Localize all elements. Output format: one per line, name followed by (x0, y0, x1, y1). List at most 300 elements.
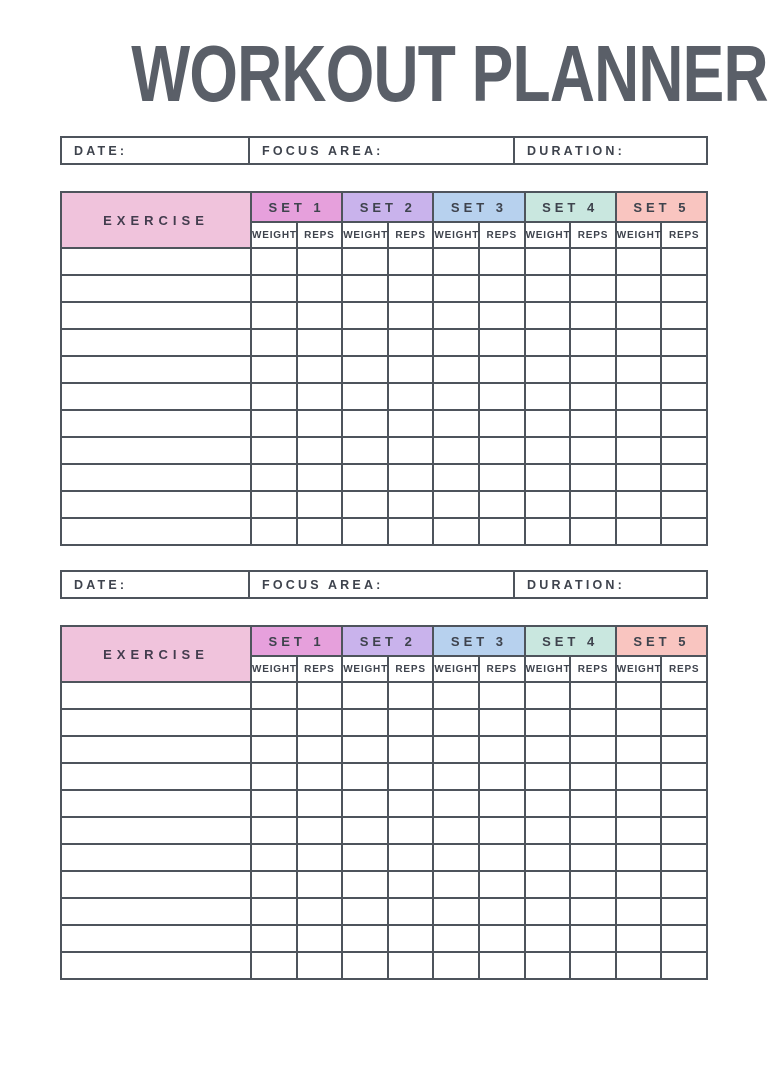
reps-input-cell[interactable] (479, 491, 525, 518)
weight-input-cell[interactable] (525, 844, 571, 871)
workout-planner-page (60, 0, 768, 980)
reps-input-cell[interactable] (388, 437, 434, 464)
reps-input-cell[interactable] (297, 871, 343, 898)
reps-input-cell[interactable] (388, 952, 434, 979)
weight-input-cell[interactable] (433, 709, 479, 736)
weight-header: WEIGHT (251, 656, 297, 682)
reps-input-cell[interactable] (570, 302, 616, 329)
workout-table-1 (60, 191, 708, 546)
table-row (61, 925, 707, 952)
exercise-input-cell[interactable] (61, 464, 251, 491)
reps-input-cell[interactable] (388, 518, 434, 545)
exercise-input-cell[interactable] (61, 844, 251, 871)
table-row (61, 763, 707, 790)
reps-input-cell[interactable] (661, 491, 707, 518)
weight-input-cell[interactable] (342, 682, 388, 709)
reps-input-cell[interactable] (388, 491, 434, 518)
reps-input-cell[interactable] (570, 491, 616, 518)
exercise-input-cell[interactable] (61, 383, 251, 410)
weight-input-cell[interactable] (616, 925, 662, 952)
weight-input-cell[interactable] (342, 464, 388, 491)
table-row (61, 491, 707, 518)
weight-input-cell[interactable] (342, 329, 388, 356)
reps-input-cell[interactable] (570, 709, 616, 736)
weight-input-cell[interactable] (616, 844, 662, 871)
weight-input-cell[interactable] (251, 682, 297, 709)
table-row (61, 248, 707, 275)
weight-input-cell[interactable] (251, 763, 297, 790)
reps-input-cell[interactable] (479, 518, 525, 545)
focus-area-field[interactable] (250, 572, 515, 597)
exercise-input-cell[interactable] (61, 275, 251, 302)
weight-input-cell[interactable] (525, 790, 571, 817)
exercise-input-cell[interactable] (61, 682, 251, 709)
reps-input-cell[interactable] (570, 410, 616, 437)
weight-input-cell[interactable] (616, 275, 662, 302)
weight-input-cell[interactable] (251, 736, 297, 763)
focus-area-label: FOCUS AREA: (262, 577, 384, 592)
weight-input-cell[interactable] (433, 410, 479, 437)
weight-input-cell[interactable] (616, 817, 662, 844)
weight-input-cell[interactable] (342, 383, 388, 410)
weight-input-cell[interactable] (251, 518, 297, 545)
reps-input-cell[interactable] (479, 329, 525, 356)
weight-input-cell[interactable] (251, 952, 297, 979)
reps-input-cell[interactable] (297, 383, 343, 410)
weight-input-cell[interactable] (433, 790, 479, 817)
weight-input-cell[interactable] (616, 302, 662, 329)
weight-input-cell[interactable] (616, 248, 662, 275)
weight-input-cell[interactable] (251, 383, 297, 410)
weight-input-cell[interactable] (525, 871, 571, 898)
weight-input-cell[interactable] (251, 437, 297, 464)
reps-input-cell[interactable] (388, 844, 434, 871)
reps-input-cell[interactable] (297, 790, 343, 817)
reps-input-cell[interactable] (297, 491, 343, 518)
set-3-header: SET 3 (433, 626, 524, 656)
reps-input-cell[interactable] (388, 383, 434, 410)
reps-input-cell[interactable] (479, 736, 525, 763)
reps-input-cell[interactable] (661, 410, 707, 437)
exercise-input-cell[interactable] (61, 248, 251, 275)
reps-input-cell[interactable] (479, 898, 525, 925)
reps-input-cell[interactable] (570, 763, 616, 790)
reps-input-cell[interactable] (661, 518, 707, 545)
reps-input-cell[interactable] (661, 302, 707, 329)
duration-field[interactable] (515, 138, 706, 163)
reps-input-cell[interactable] (297, 464, 343, 491)
reps-input-cell[interactable] (570, 383, 616, 410)
weight-input-cell[interactable] (251, 491, 297, 518)
weight-input-cell[interactable] (342, 437, 388, 464)
weight-input-cell[interactable] (616, 763, 662, 790)
weight-input-cell[interactable] (342, 844, 388, 871)
weight-input-cell[interactable] (616, 383, 662, 410)
reps-input-cell[interactable] (479, 844, 525, 871)
exercise-input-cell[interactable] (61, 790, 251, 817)
reps-input-cell[interactable] (661, 275, 707, 302)
duration-field[interactable] (515, 572, 706, 597)
reps-input-cell[interactable] (388, 925, 434, 952)
weight-input-cell[interactable] (433, 682, 479, 709)
weight-input-cell[interactable] (525, 736, 571, 763)
reps-input-cell[interactable] (570, 952, 616, 979)
reps-input-cell[interactable] (661, 871, 707, 898)
weight-input-cell[interactable] (616, 952, 662, 979)
exercise-input-cell[interactable] (61, 437, 251, 464)
weight-input-cell[interactable] (433, 952, 479, 979)
weight-input-cell[interactable] (525, 464, 571, 491)
reps-input-cell[interactable] (297, 925, 343, 952)
reps-input-cell[interactable] (570, 275, 616, 302)
reps-input-cell[interactable] (661, 437, 707, 464)
reps-input-cell[interactable] (661, 248, 707, 275)
weight-input-cell[interactable] (342, 871, 388, 898)
table-row (61, 410, 707, 437)
reps-input-cell[interactable] (661, 763, 707, 790)
reps-input-cell[interactable] (479, 248, 525, 275)
set-2-header: SET 2 (342, 626, 433, 656)
exercise-input-cell[interactable] (61, 518, 251, 545)
weight-input-cell[interactable] (525, 682, 571, 709)
weight-input-cell[interactable] (342, 925, 388, 952)
exercise-input-cell[interactable] (61, 817, 251, 844)
reps-input-cell[interactable] (297, 437, 343, 464)
reps-input-cell[interactable] (570, 682, 616, 709)
weight-input-cell[interactable] (433, 736, 479, 763)
weight-input-cell[interactable] (616, 736, 662, 763)
reps-input-cell[interactable] (388, 464, 434, 491)
reps-input-cell[interactable] (570, 248, 616, 275)
reps-input-cell[interactable] (297, 248, 343, 275)
weight-input-cell[interactable] (342, 817, 388, 844)
set-1-header: SET 1 (251, 192, 342, 222)
exercise-input-cell[interactable] (61, 329, 251, 356)
weight-input-cell[interactable] (616, 491, 662, 518)
reps-input-cell[interactable] (570, 844, 616, 871)
reps-input-cell[interactable] (388, 275, 434, 302)
exercise-input-cell[interactable] (61, 898, 251, 925)
weight-input-cell[interactable] (525, 383, 571, 410)
weight-input-cell[interactable] (525, 952, 571, 979)
weight-input-cell[interactable] (616, 518, 662, 545)
reps-input-cell[interactable] (297, 356, 343, 383)
reps-input-cell[interactable] (388, 898, 434, 925)
weight-input-cell[interactable] (616, 437, 662, 464)
weight-input-cell[interactable] (525, 709, 571, 736)
duration-label: DURATION: (527, 577, 626, 592)
weight-input-cell[interactable] (342, 275, 388, 302)
reps-input-cell[interactable] (388, 410, 434, 437)
weight-input-cell[interactable] (251, 356, 297, 383)
reps-input-cell[interactable] (388, 790, 434, 817)
exercise-input-cell[interactable] (61, 871, 251, 898)
weight-input-cell[interactable] (251, 817, 297, 844)
focus-area-label: FOCUS AREA: (262, 143, 384, 158)
reps-input-cell[interactable] (661, 790, 707, 817)
reps-input-cell[interactable] (479, 410, 525, 437)
reps-input-cell[interactable] (661, 464, 707, 491)
reps-input-cell[interactable] (661, 844, 707, 871)
reps-input-cell[interactable] (661, 682, 707, 709)
reps-input-cell[interactable] (661, 925, 707, 952)
set-4-header: SET 4 (525, 626, 616, 656)
reps-input-cell[interactable] (570, 437, 616, 464)
reps-header: REPS (297, 656, 343, 682)
table-row (61, 518, 707, 545)
weight-input-cell[interactable] (251, 844, 297, 871)
reps-input-cell[interactable] (479, 356, 525, 383)
table-row (61, 709, 707, 736)
reps-input-cell[interactable] (570, 898, 616, 925)
reps-input-cell[interactable] (479, 871, 525, 898)
reps-input-cell[interactable] (570, 464, 616, 491)
weight-input-cell[interactable] (342, 898, 388, 925)
session-section-2 (60, 570, 708, 980)
duration-label: DURATION: (527, 143, 626, 158)
workout-table-2 (60, 625, 708, 980)
reps-input-cell[interactable] (479, 383, 525, 410)
weight-input-cell[interactable] (342, 709, 388, 736)
weight-input-cell[interactable] (251, 925, 297, 952)
reps-input-cell[interactable] (661, 952, 707, 979)
exercise-input-cell[interactable] (61, 709, 251, 736)
reps-input-cell[interactable] (388, 682, 434, 709)
weight-input-cell[interactable] (525, 518, 571, 545)
reps-input-cell[interactable] (297, 329, 343, 356)
reps-input-cell[interactable] (479, 817, 525, 844)
session-section-1 (60, 136, 708, 546)
reps-input-cell[interactable] (570, 925, 616, 952)
set-1-header: SET 1 (251, 626, 342, 656)
exercise-input-cell[interactable] (61, 736, 251, 763)
set-3-header: SET 3 (433, 192, 524, 222)
weight-input-cell[interactable] (433, 844, 479, 871)
reps-input-cell[interactable] (570, 736, 616, 763)
weight-input-cell[interactable] (433, 437, 479, 464)
weight-input-cell[interactable] (616, 790, 662, 817)
weight-input-cell[interactable] (525, 410, 571, 437)
date-label: DATE: (74, 577, 128, 592)
reps-input-cell[interactable] (479, 790, 525, 817)
reps-input-cell[interactable] (479, 464, 525, 491)
weight-input-cell[interactable] (342, 736, 388, 763)
weight-input-cell[interactable] (525, 898, 571, 925)
focus-area-field[interactable] (250, 138, 515, 163)
reps-input-cell[interactable] (297, 410, 343, 437)
exercise-input-cell[interactable] (61, 763, 251, 790)
table-row (61, 464, 707, 491)
weight-input-cell[interactable] (616, 464, 662, 491)
weight-input-cell[interactable] (525, 437, 571, 464)
reps-input-cell[interactable] (661, 356, 707, 383)
exercise-input-cell[interactable] (61, 925, 251, 952)
weight-input-cell[interactable] (342, 356, 388, 383)
date-label: DATE: (74, 143, 128, 158)
weight-input-cell[interactable] (342, 302, 388, 329)
weight-input-cell[interactable] (616, 871, 662, 898)
reps-header: REPS (388, 222, 434, 248)
table-row (61, 844, 707, 871)
weight-input-cell[interactable] (433, 871, 479, 898)
weight-input-cell[interactable] (525, 329, 571, 356)
table-row (61, 871, 707, 898)
weight-input-cell[interactable] (342, 763, 388, 790)
meta-bar-2 (60, 570, 708, 599)
weight-input-cell[interactable] (251, 275, 297, 302)
reps-input-cell[interactable] (388, 709, 434, 736)
reps-input-cell[interactable] (297, 682, 343, 709)
weight-input-cell[interactable] (433, 383, 479, 410)
date-field[interactable] (62, 572, 250, 597)
reps-input-cell[interactable] (297, 952, 343, 979)
exercise-input-cell[interactable] (61, 302, 251, 329)
weight-input-cell[interactable] (525, 763, 571, 790)
weight-input-cell[interactable] (433, 248, 479, 275)
set-5-header: SET 5 (616, 192, 707, 222)
weight-input-cell[interactable] (525, 302, 571, 329)
weight-input-cell[interactable] (616, 709, 662, 736)
date-field[interactable] (62, 138, 250, 163)
reps-input-cell[interactable] (479, 952, 525, 979)
reps-input-cell[interactable] (388, 329, 434, 356)
meta-bar-1 (60, 136, 708, 165)
reps-input-cell[interactable] (297, 518, 343, 545)
weight-input-cell[interactable] (251, 329, 297, 356)
table-row (61, 682, 707, 709)
weight-input-cell[interactable] (616, 329, 662, 356)
weight-input-cell[interactable] (433, 356, 479, 383)
weight-input-cell[interactable] (342, 248, 388, 275)
exercise-input-cell[interactable] (61, 410, 251, 437)
reps-input-cell[interactable] (661, 898, 707, 925)
weight-input-cell[interactable] (525, 275, 571, 302)
table-row (61, 383, 707, 410)
reps-input-cell[interactable] (570, 790, 616, 817)
weight-header: WEIGHT (342, 656, 388, 682)
reps-input-cell[interactable] (570, 817, 616, 844)
weight-input-cell[interactable] (525, 356, 571, 383)
reps-input-cell[interactable] (388, 302, 434, 329)
reps-input-cell[interactable] (570, 518, 616, 545)
weight-input-cell[interactable] (433, 898, 479, 925)
reps-header: REPS (661, 222, 707, 248)
reps-input-cell[interactable] (661, 817, 707, 844)
weight-input-cell[interactable] (342, 518, 388, 545)
weight-input-cell[interactable] (251, 709, 297, 736)
weight-input-cell[interactable] (342, 790, 388, 817)
reps-input-cell[interactable] (570, 356, 616, 383)
weight-input-cell[interactable] (433, 817, 479, 844)
reps-input-cell[interactable] (297, 302, 343, 329)
weight-input-cell[interactable] (433, 763, 479, 790)
reps-input-cell[interactable] (479, 709, 525, 736)
weight-header: WEIGHT (616, 222, 662, 248)
table-row (61, 952, 707, 979)
weight-input-cell[interactable] (342, 491, 388, 518)
reps-input-cell[interactable] (661, 709, 707, 736)
weight-input-cell[interactable] (433, 464, 479, 491)
reps-input-cell[interactable] (479, 682, 525, 709)
reps-input-cell[interactable] (479, 275, 525, 302)
weight-input-cell[interactable] (251, 464, 297, 491)
reps-input-cell[interactable] (388, 736, 434, 763)
reps-input-cell[interactable] (479, 925, 525, 952)
weight-header: WEIGHT (525, 222, 571, 248)
weight-input-cell[interactable] (616, 898, 662, 925)
weight-input-cell[interactable] (251, 248, 297, 275)
reps-input-cell[interactable] (297, 763, 343, 790)
reps-input-cell[interactable] (661, 736, 707, 763)
reps-input-cell[interactable] (297, 709, 343, 736)
reps-input-cell[interactable] (661, 329, 707, 356)
weight-header: WEIGHT (616, 656, 662, 682)
weight-header: WEIGHT (525, 656, 571, 682)
weight-input-cell[interactable] (525, 817, 571, 844)
weight-input-cell[interactable] (251, 410, 297, 437)
weight-input-cell[interactable] (251, 898, 297, 925)
weight-input-cell[interactable] (251, 302, 297, 329)
table-row (61, 437, 707, 464)
weight-input-cell[interactable] (342, 410, 388, 437)
reps-input-cell[interactable] (297, 898, 343, 925)
reps-header: REPS (388, 656, 434, 682)
weight-input-cell[interactable] (525, 248, 571, 275)
exercise-input-cell[interactable] (61, 952, 251, 979)
weight-input-cell[interactable] (616, 410, 662, 437)
reps-input-cell[interactable] (570, 871, 616, 898)
table-row (61, 817, 707, 844)
reps-input-cell[interactable] (388, 356, 434, 383)
table-row (61, 329, 707, 356)
reps-header: REPS (570, 656, 616, 682)
reps-input-cell[interactable] (388, 817, 434, 844)
weight-header: WEIGHT (433, 656, 479, 682)
reps-input-cell[interactable] (297, 817, 343, 844)
reps-input-cell[interactable] (479, 437, 525, 464)
weight-input-cell[interactable] (342, 952, 388, 979)
weight-input-cell[interactable] (616, 356, 662, 383)
reps-input-cell[interactable] (570, 329, 616, 356)
weight-input-cell[interactable] (433, 275, 479, 302)
reps-input-cell[interactable] (388, 871, 434, 898)
reps-header: REPS (479, 656, 525, 682)
weight-header: WEIGHT (342, 222, 388, 248)
exercise-input-cell[interactable] (61, 356, 251, 383)
reps-input-cell[interactable] (479, 763, 525, 790)
exercise-input-cell[interactable] (61, 491, 251, 518)
reps-input-cell[interactable] (479, 302, 525, 329)
reps-input-cell[interactable] (297, 736, 343, 763)
weight-input-cell[interactable] (433, 329, 479, 356)
weight-input-cell[interactable] (433, 302, 479, 329)
weight-input-cell[interactable] (433, 491, 479, 518)
reps-input-cell[interactable] (297, 844, 343, 871)
weight-input-cell[interactable] (251, 871, 297, 898)
weight-input-cell[interactable] (433, 518, 479, 545)
weight-input-cell[interactable] (525, 925, 571, 952)
weight-input-cell[interactable] (251, 790, 297, 817)
weight-input-cell[interactable] (525, 491, 571, 518)
reps-input-cell[interactable] (661, 383, 707, 410)
table-row (61, 356, 707, 383)
reps-header: REPS (297, 222, 343, 248)
weight-input-cell[interactable] (433, 925, 479, 952)
reps-input-cell[interactable] (388, 248, 434, 275)
reps-input-cell[interactable] (297, 275, 343, 302)
reps-input-cell[interactable] (388, 763, 434, 790)
weight-input-cell[interactable] (616, 682, 662, 709)
